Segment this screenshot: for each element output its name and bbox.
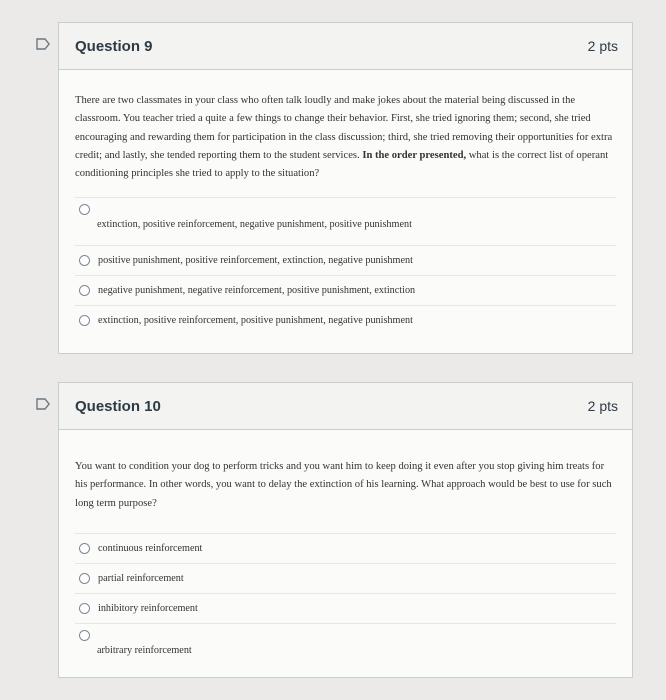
- radio-button[interactable]: [79, 255, 90, 266]
- answer-option[interactable]: [75, 593, 616, 623]
- radio-button[interactable]: [79, 603, 90, 614]
- question-points: 2 pts: [587, 398, 618, 414]
- answer-label: arbitrary reinforcement: [97, 644, 192, 656]
- answer-option[interactable]: [75, 245, 616, 275]
- radio-button[interactable]: [79, 285, 90, 296]
- answer-option[interactable]: [75, 305, 616, 335]
- question-text: You want to condition your dog to perform tricks and you want him to keep doing it even after you stop giving him treats for his performance. In other words, you want to delay the extinction of his learning. What approach would be best to use for such long term purpose?: [75, 461, 612, 509]
- radio-button[interactable]: [79, 630, 90, 641]
- question-10-card: [58, 382, 633, 678]
- radio-button[interactable]: [79, 543, 90, 554]
- flag-icon[interactable]: [36, 398, 50, 410]
- question-header: [59, 383, 632, 430]
- question-9-card: [58, 22, 633, 354]
- flag-icon[interactable]: [36, 38, 50, 50]
- answer-label: partial reinforcement: [98, 572, 184, 584]
- answer-label: positive punishment, positive reinforcement, extinction, negative punishment: [98, 255, 413, 267]
- question-title: Question 9: [75, 37, 153, 55]
- answer-label: continuous reinforcement: [98, 542, 203, 554]
- answer-option[interactable]: [75, 623, 616, 669]
- radio-button[interactable]: [79, 204, 90, 215]
- answer-label: inhibitory reinforcement: [98, 602, 198, 614]
- question-title: Question 10: [75, 397, 161, 415]
- answer-option[interactable]: [75, 197, 616, 245]
- answer-option[interactable]: [75, 533, 616, 563]
- answer-label: extinction, positive reinforcement, positive punishment, negative punishment: [98, 315, 413, 327]
- answer-option[interactable]: [75, 275, 616, 305]
- radio-button[interactable]: [79, 573, 90, 584]
- question-header: [59, 23, 632, 70]
- question-points: 2 pts: [587, 38, 618, 54]
- answer-option[interactable]: [75, 563, 616, 593]
- radio-button[interactable]: [79, 315, 90, 326]
- question-text: There are two classmates in your class who often talk loudly and make jokes about the material being discussed in the classroom. You teacher tried a quite a few things to change their behavior. First, she tried ignoring them; second, she tried encouraging and rewarding them for participation in the class discussion; third, she tried removing their opportunities for extra credit; and lastly, she tended reporting them to the student services. In the order presented, what is the correct list of operant conditioning principles she tried to apply to the situation?: [75, 95, 613, 180]
- answer-label: negative punishment, negative reinforcement, positive punishment, extinction: [98, 285, 416, 297]
- answer-label: extinction, positive reinforcement, negative punishment, positive punishment: [97, 219, 412, 231]
